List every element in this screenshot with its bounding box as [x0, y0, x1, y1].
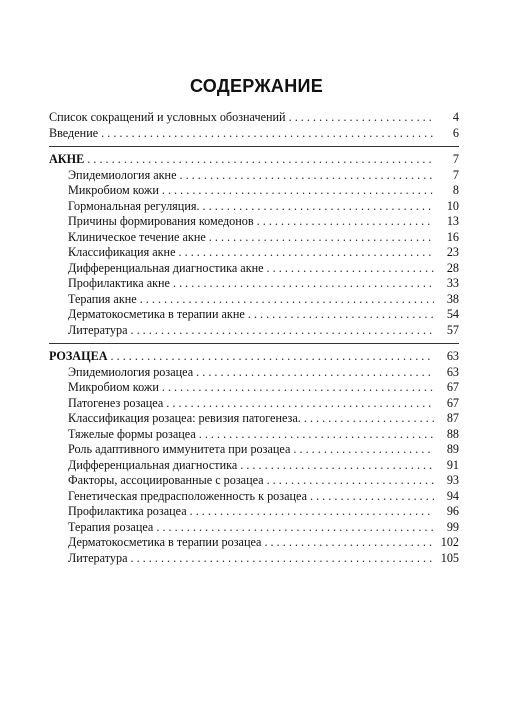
- toc-entry-title: Дерматокосметика в терапии розацеа: [68, 535, 262, 549]
- toc-entry-title: РОЗАЦЕА: [49, 349, 108, 363]
- toc-entry-page: 93: [446, 473, 459, 487]
- dot-leader: [179, 245, 435, 261]
- toc-entry[interactable]: [49, 489, 459, 505]
- front-matter-section: [49, 110, 459, 141]
- toc-entry[interactable]: [49, 307, 459, 323]
- toc-entry[interactable]: [49, 183, 459, 199]
- toc-entry[interactable]: [49, 473, 459, 489]
- toc-entry-title: Введение: [49, 125, 99, 140]
- toc-entry[interactable]: [49, 520, 459, 536]
- toc-entry-page: 87: [446, 411, 459, 425]
- dot-leader: [162, 380, 434, 396]
- toc-entry-page: 28: [446, 260, 459, 275]
- toc-entry[interactable]: [49, 110, 459, 126]
- toc-entry-page: 67: [446, 395, 459, 410]
- toc-entry-page: 99: [446, 519, 459, 534]
- toc-entry[interactable]: [49, 199, 459, 215]
- dot-leader: [179, 168, 434, 184]
- toc-entry-title: Причины формирования комедонов: [68, 214, 254, 228]
- dot-leader: [289, 110, 434, 126]
- toc-entry-page: 54: [446, 307, 459, 321]
- toc-entry[interactable]: [49, 365, 459, 381]
- toc-entry-title: Литература: [68, 322, 128, 337]
- toc-entry-page: 16: [446, 229, 459, 244]
- toc-entry-page: 23: [446, 245, 459, 259]
- dot-leader: [264, 535, 434, 551]
- toc-entry-title: Дифференциальная диагностика акне: [68, 260, 264, 275]
- toc-entry[interactable]: [49, 245, 459, 261]
- toc-entry-page: 13: [446, 214, 459, 228]
- dot-leader: [87, 152, 434, 168]
- toc-entry[interactable]: [49, 411, 459, 427]
- toc-entry-title: Микробиом кожи: [68, 380, 159, 394]
- toc-entry-title: Терапия акне: [68, 291, 137, 306]
- dot-leader: [199, 427, 434, 443]
- toc-entry-page: 96: [446, 504, 459, 518]
- page-title: СОДЕРЖАНИЕ: [189, 76, 324, 96]
- toc-entry-page: 7: [452, 167, 459, 182]
- toc-entry-title: Дифференциальная диагностика: [68, 457, 238, 472]
- toc-entry[interactable]: [49, 380, 459, 396]
- toc-entry-page: 63: [446, 364, 459, 379]
- dot-leader: [267, 261, 434, 277]
- dot-leader: [156, 520, 434, 536]
- toc-entry[interactable]: [49, 214, 459, 230]
- toc-entry-title: Факторы, ассоциированные с розацеа: [68, 473, 264, 487]
- toc-entry-title: Классификация розацеа: ревизия патогенеза.: [68, 411, 301, 425]
- section-divider: [49, 146, 459, 147]
- toc-entry-page: 33: [446, 276, 459, 290]
- dot-leader: [166, 396, 434, 412]
- toc-entry-page: 102: [440, 535, 459, 549]
- toc-entry[interactable]: [49, 535, 459, 551]
- dot-leader: [140, 292, 434, 308]
- dot-leader: [190, 504, 434, 520]
- dot-leader: [130, 551, 434, 567]
- rosacea-section: [49, 349, 459, 566]
- toc-entry-title: Классификация акне: [68, 245, 176, 259]
- table-of-contents: [49, 110, 459, 566]
- dot-leader: [101, 126, 434, 142]
- dot-leader: [310, 489, 434, 505]
- toc-entry-title: Клиническое течение акне: [68, 229, 206, 244]
- dot-leader: [209, 230, 434, 246]
- toc-entry[interactable]: [49, 551, 459, 567]
- toc-entry-title: Эпидемиология розацеа: [68, 364, 194, 379]
- toc-entry-title: Гормональная регуляция.: [68, 198, 200, 213]
- toc-entry-page: 10: [446, 198, 459, 213]
- toc-entry-page: 67: [446, 380, 459, 394]
- toc-entry-title: Генетическая предрасположенность к розацеа: [68, 488, 307, 503]
- toc-section-heading[interactable]: [49, 152, 459, 168]
- toc-entry[interactable]: [49, 504, 459, 520]
- toc-entry-page: 89: [446, 442, 459, 456]
- toc-entry-page: 8: [452, 183, 459, 197]
- toc-entry-title: Список сокращений и условных обозначений: [49, 110, 286, 124]
- toc-entry-page: 63: [446, 349, 459, 363]
- toc-entry-page: 91: [446, 457, 459, 472]
- toc-entry[interactable]: [49, 276, 459, 292]
- toc-entry-title: Терапия розацеа: [68, 519, 154, 534]
- toc-entry-page: 88: [446, 426, 459, 441]
- dot-leader: [293, 442, 434, 458]
- toc-entry-page: 105: [440, 550, 459, 565]
- dot-leader: [248, 307, 434, 323]
- dot-leader: [130, 323, 434, 339]
- toc-entry-title: Тяжелые формы розацеа: [68, 426, 196, 441]
- dot-leader: [304, 411, 434, 427]
- dot-leader: [111, 349, 435, 365]
- toc-entry-page: 4: [452, 110, 459, 124]
- toc-entry[interactable]: [49, 126, 459, 142]
- dot-leader: [173, 276, 434, 292]
- toc-entry-page: 57: [446, 322, 459, 337]
- toc-section-heading[interactable]: [49, 349, 459, 365]
- toc-entry-title: Патогенез розацеа: [68, 395, 164, 410]
- toc-entry[interactable]: [49, 230, 459, 246]
- dot-leader: [240, 458, 434, 474]
- dot-leader: [162, 183, 434, 199]
- toc-entry[interactable]: [49, 427, 459, 443]
- toc-entry[interactable]: [49, 442, 459, 458]
- dot-leader: [257, 214, 434, 230]
- toc-entry-title: Литература: [68, 550, 128, 565]
- dot-leader: [267, 473, 434, 489]
- dot-leader: [203, 199, 435, 215]
- section-divider: [49, 343, 459, 344]
- toc-entry-title: Роль адаптивного иммунитета при розацеа: [68, 442, 291, 456]
- toc-entry-title: Микробиом кожи: [68, 183, 159, 197]
- toc-entry-title: Профилактика розацеа: [68, 504, 187, 518]
- toc-entry-page: 7: [452, 152, 459, 166]
- toc-entry[interactable]: [49, 323, 459, 339]
- toc-entry-page: 94: [446, 488, 459, 503]
- toc-entry-title: Профилактика акне: [68, 276, 170, 290]
- toc-entry-page: 38: [446, 291, 459, 306]
- dot-leader: [196, 365, 434, 381]
- toc-entry-title: Дерматокосметика в терапии акне: [68, 307, 245, 321]
- toc-entry[interactable]: [49, 292, 459, 308]
- toc-entry[interactable]: [49, 261, 459, 277]
- toc-entry[interactable]: [49, 168, 459, 184]
- toc-entry-title: АКНЕ: [49, 152, 85, 166]
- toc-entry-title: Эпидемиология акне: [68, 167, 177, 182]
- toc-entry[interactable]: [49, 458, 459, 474]
- toc-entry-page: 6: [452, 125, 459, 140]
- toc-entry[interactable]: [49, 396, 459, 412]
- acne-section: [49, 152, 459, 338]
